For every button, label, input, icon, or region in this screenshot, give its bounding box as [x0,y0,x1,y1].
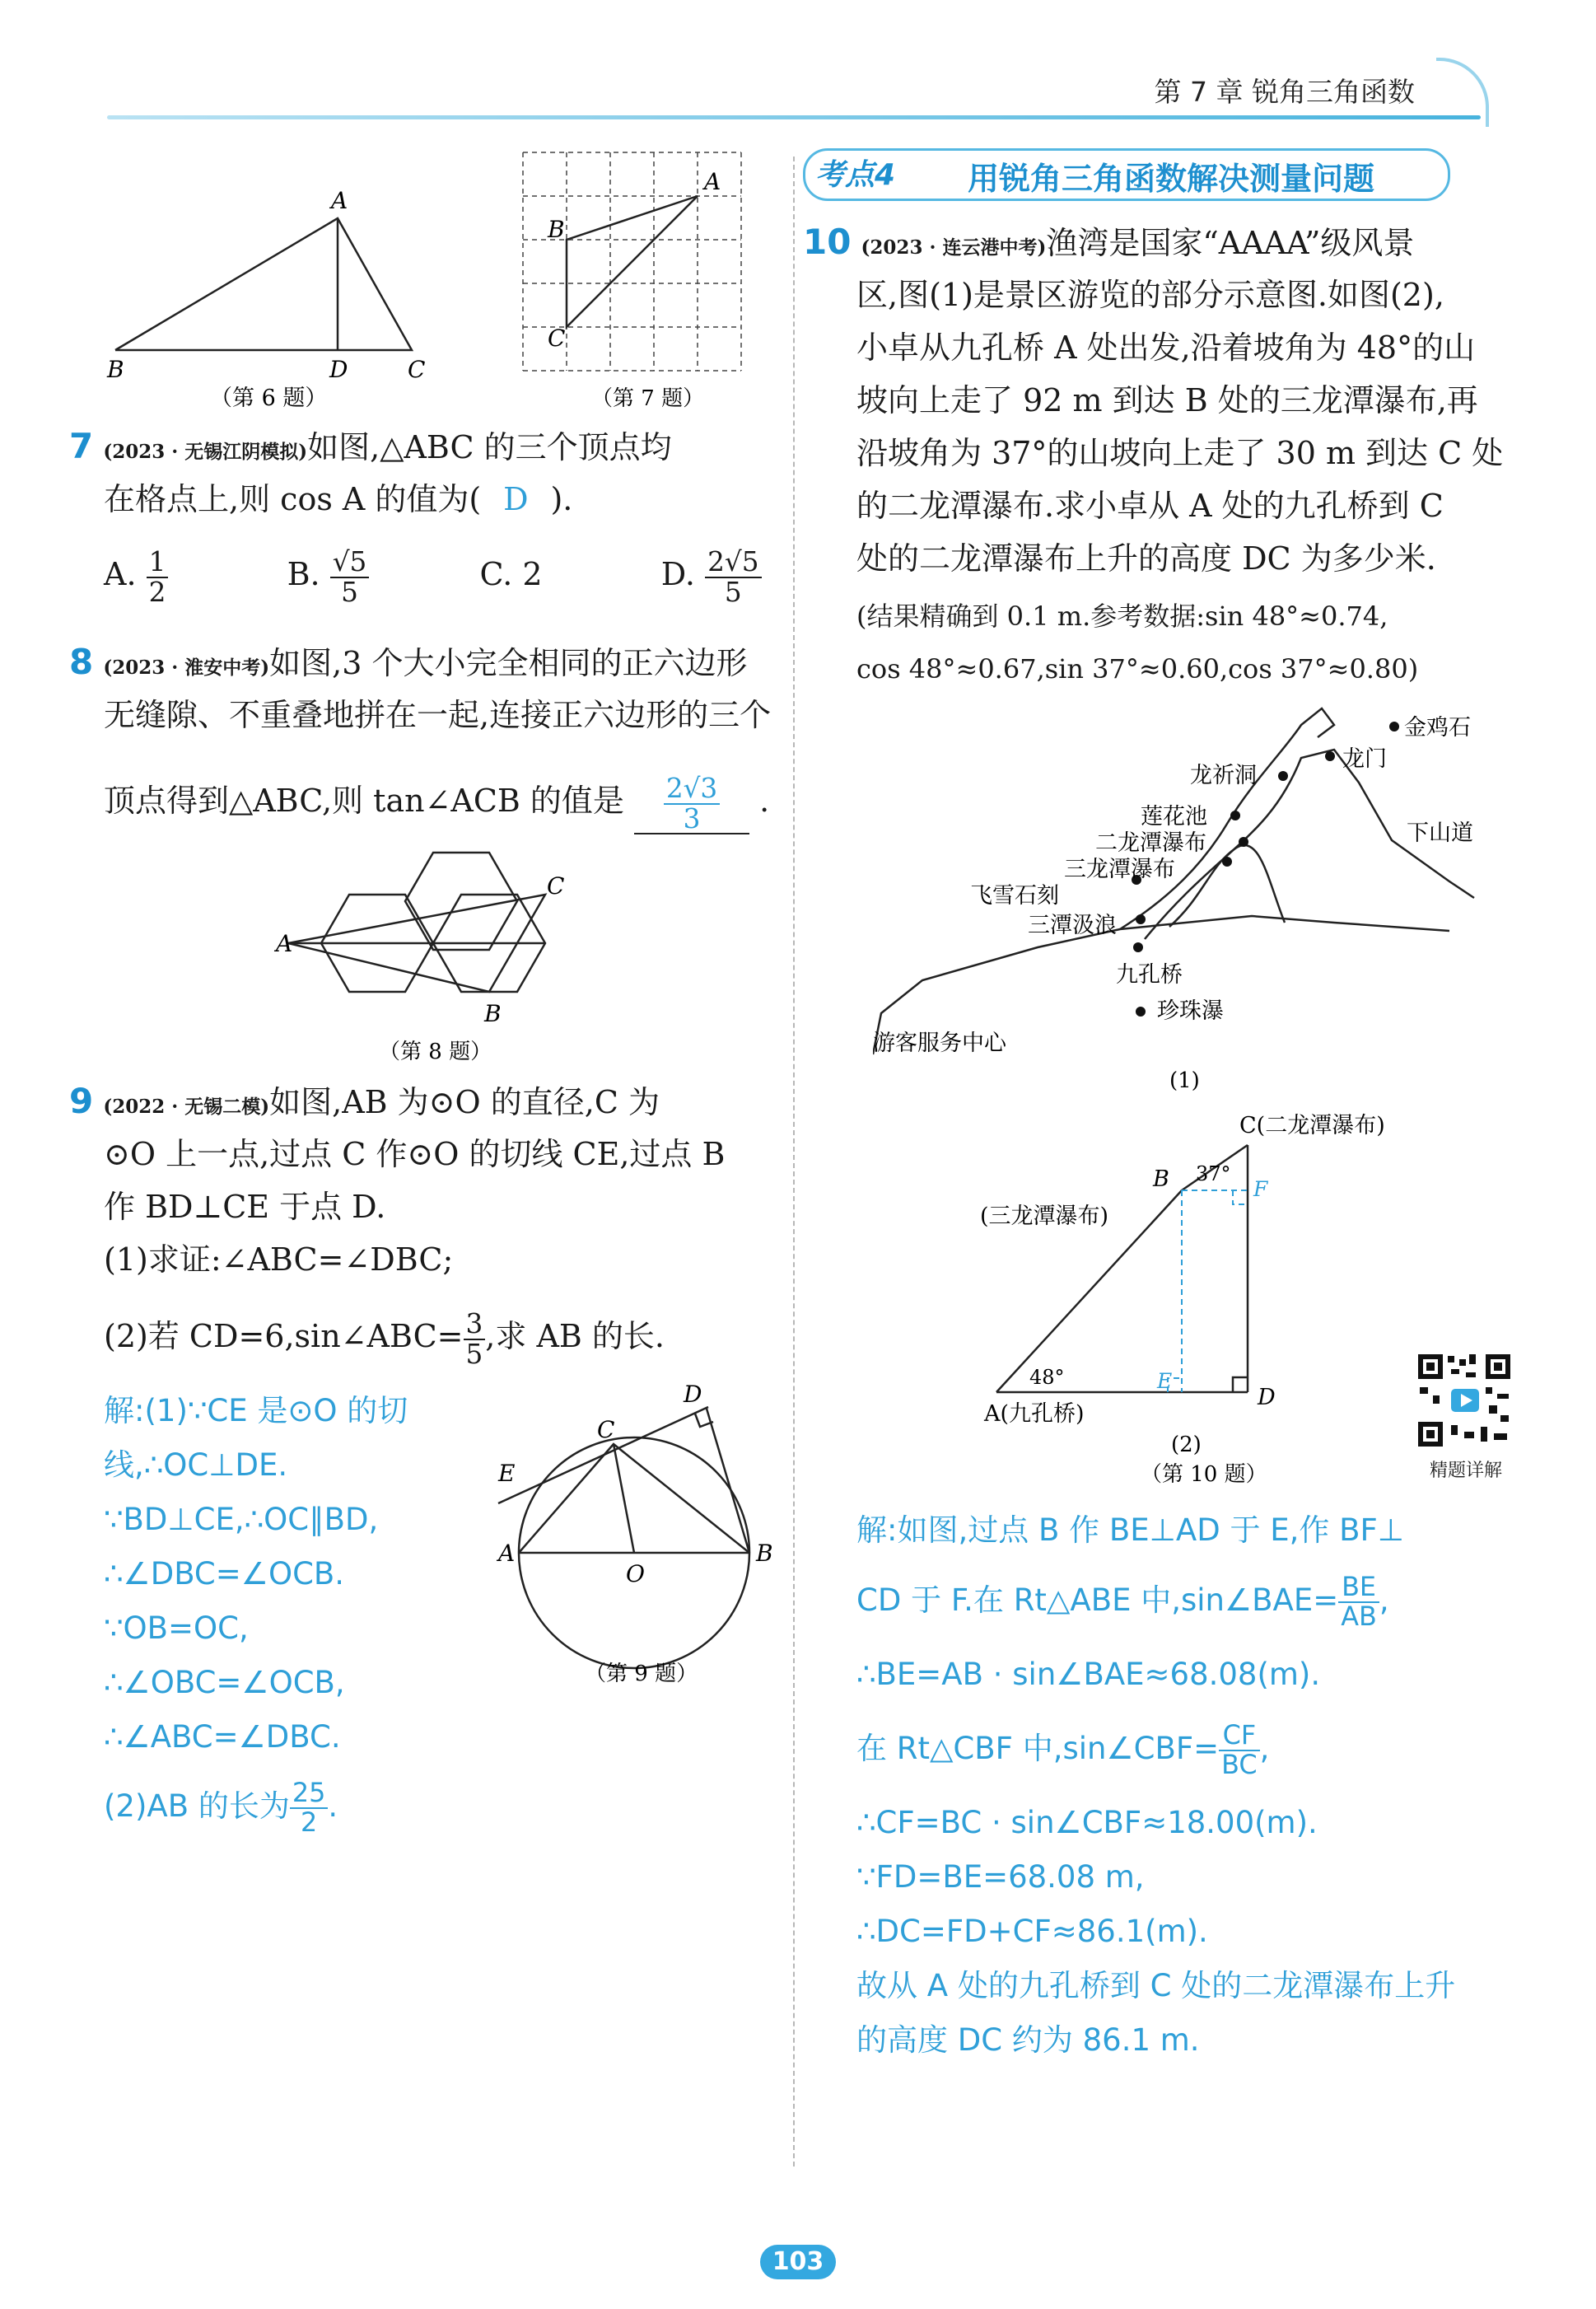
qr-label: 精题详解 [1429,1461,1502,1481]
triangle-acb [519,1444,749,1553]
map-label-jinjishi: 金鸡石 [1404,715,1471,741]
map-label-santanjilang: 三潭汲浪 [1028,913,1117,938]
q7-text2: 在格点上,则 cos A 的值为( [104,481,482,517]
map-label-erlongtan: 二龙潭瀑布 [1095,830,1206,856]
q8-line3 [104,774,769,834]
q10-number: 10 [803,222,852,262]
q10-text-4: 坡向上走了 92 m 到达 B 处的三龙潭瀑布,再 [856,382,1478,418]
q7-option-c: C. 2 [479,556,543,592]
slope-label-37deg: 37° [1196,1162,1231,1185]
figure-7 [519,148,758,412]
label-c: C [548,325,566,352]
figure-10-slope [972,1096,1433,1491]
q8-line2: 无缝隙、不重叠地拼在一起,连接正六边形的三个 [104,697,772,733]
q10-sol-4-end: , [1259,1731,1270,1766]
figure-7-caption: （第 7 题） [591,386,705,411]
slope-label-f: F [1253,1177,1268,1201]
q10-sol-2-text: CD 于 F.在 Rt△ABE 中,sin∠BAE= [856,1582,1339,1618]
q8-answer-blank [634,774,749,834]
q9-sol-4: ∴∠DBC=∠OCB. [104,1556,345,1592]
q7-text3: ). [550,481,573,517]
q9-sol2-num: 25 [290,1779,328,1808]
q10-sol-9: 的高度 DC 约为 86.1 m. [856,2022,1200,2058]
q10-reference-1: (结果精确到 0.1 m.参考数据:sin 48°≈0.74, [856,601,1388,632]
chapter-header: 第 7 章 锐角三角函数 [1154,76,1415,108]
map-caption: (1) [1169,1068,1200,1093]
label-c: C [597,1416,615,1443]
q7-text: 如图,△ABC 的三个顶点均 [307,429,672,465]
q10-sol-2 [856,1573,1389,1630]
q7-option-b: B. $\frac{√5}{5}$ [287,556,370,592]
q9-line1 [69,1075,660,1133]
q10-text-6: 的二龙潭瀑布.求小卓从 A 处的九孔桥到 C [856,488,1444,524]
figure-8 [272,848,585,1079]
q9-sol-2: 线,∴OC⊥DE. [104,1447,288,1483]
slope-label-a: A(九孔桥) [984,1401,1085,1427]
q10-sol-6: ∵FD=BE=68.08 m, [856,1859,1145,1895]
label-a: A [704,168,721,195]
map-label-lianhuachi: 莲花池 [1141,804,1207,830]
q8-answer-den: 3 [683,802,701,834]
label-b: B [484,1000,502,1027]
slope-label-sanlongtan: (三龙潭瀑布) [980,1204,1109,1229]
qr-code[interactable] [1415,1351,1514,1450]
label-c: C [547,872,565,900]
q10-text-7: 处的二龙潭瀑布上升的高度 DC 为多少米. [856,540,1436,577]
figure-9 [494,1384,791,1697]
label-b: B [107,356,124,383]
slope-label-b: B [1153,1166,1169,1192]
q9-sol-5: ∵OB=OC, [104,1610,249,1646]
right-angle-f [1233,1190,1248,1204]
figure-10-caption: （第 10 题） [1141,1462,1267,1487]
q8-answer-num: 2√3 [664,774,720,804]
figure-8-caption: （第 8 题） [379,1040,492,1064]
q10-source: (2023 · 连云港中考) [861,236,1047,259]
q10-sol-5: ∴CF=BC · sin∠CBF≈18.00(m). [856,1805,1318,1840]
hexagon-top [405,853,517,950]
figure-6 [91,181,469,412]
q10-sol-7: ∴DC=FD+CF≈86.1(m). [856,1914,1208,1949]
label-e: E [498,1460,516,1487]
q7-option-d: D. $\frac{2√5}{5}$ [661,556,762,592]
label-d: D [684,1384,702,1408]
slope-caption: (2) [1171,1433,1202,1457]
q9-sol2-end: . [328,1788,338,1824]
q10-sol-4-den: BC [1221,1748,1258,1780]
figure-10-map [873,700,1499,1096]
figure-9-caption: （第 9 题） [585,1662,698,1686]
q10-sol-2-end: , [1379,1582,1389,1618]
q7-line1 [69,420,672,479]
slope-label-d: D [1258,1385,1276,1410]
q9-frac-num: 3 [464,1310,486,1339]
label-o: O [626,1560,645,1587]
q9-sol-3: ∵BD⊥CE,∴OC∥BD, [104,1502,379,1537]
q10-sol-4-num: CF [1219,1722,1259,1750]
map-label-zhenzhupu: 珍珠瀑 [1157,998,1224,1024]
q9-sol-8 [104,1779,338,1836]
label-b: B [548,216,565,243]
q10-reference-2: cos 48°≈0.67,sin 37°≈0.60,cos 37°≈0.80) [856,653,1419,685]
q10-sol-2-den: AB [1341,1600,1377,1632]
radius-oc [614,1444,634,1553]
q9-number: 9 [69,1081,94,1121]
q7-line2 [104,473,572,526]
q10-text-3: 小卓从九孔桥 A 处出发,沿着坡角为 48°的山 [856,330,1476,366]
q10-text-2: 区,图(1)是景区游览的部分示意图.如图(2), [856,277,1444,313]
q9-text: 如图,AB 为⊙O 的直径,C 为 [269,1084,660,1120]
q10-text-5: 沿坡角为 37°的山坡向上走了 30 m 到达 C 处 [856,435,1504,471]
q10-sol-2-num: BE [1338,1573,1379,1602]
map-label-jiukongqiao: 九孔桥 [1116,962,1183,988]
q9-part2-text: (2)若 CD=6,sin∠ABC= [104,1318,464,1354]
q7-number: 7 [69,426,94,466]
header-ornament [1436,58,1489,127]
q9-sol2-text: (2)AB 的长为 [104,1788,290,1824]
q9-sol-1: 解:(1)∵CE 是⊙O 的切 [104,1393,408,1428]
q7-answer: D [503,481,529,517]
map-label-xiashandao: 下山道 [1407,820,1473,846]
q8-text3: 顶点得到△ABC,则 tan∠ACB 的值是 [104,783,624,819]
slope-label-e: E [1157,1369,1173,1393]
label-b: B [756,1540,773,1567]
label-d: D [329,356,348,383]
q9-sol-6: ∴∠OBC=∠OCB, [104,1665,345,1700]
q7-options [104,548,762,606]
map-label-feixueshike: 飞雪石刻 [970,883,1059,909]
q10-sol-4 [856,1719,1270,1780]
q9-line3: 作 BD⊥CE 于点 D. [104,1189,386,1225]
q9-part2-end: ,求 AB 的长. [485,1318,665,1354]
q10-sol-4-text: 在 Rt△CBF 中,sin∠CBF= [856,1731,1220,1766]
q10-sol-3: ∴BE=AB · sin∠BAE≈68.08(m). [856,1657,1321,1692]
triangle-abc [115,218,412,350]
slope-label-c: C(二龙潭瀑布) [1239,1113,1385,1138]
label-a: A [331,187,348,214]
q10-line1 [803,216,1414,274]
segment-bd [707,1409,749,1553]
section-title: 用锐角三角函数解决测量问题 [968,161,1375,197]
label-a: A [276,930,293,957]
right-angle-d [1233,1377,1248,1392]
map-label-youkefuwu: 游客服务中心 [873,1031,1006,1056]
map-label-sanlongtan: 三龙潭瀑布 [1064,857,1175,882]
q8-number: 8 [69,642,94,682]
q7-source: (2023 · 无锡江阴模拟) [103,441,308,463]
q9-part2 [104,1310,665,1368]
column-divider [793,157,795,2166]
label-a: A [498,1540,516,1567]
q9-frac-den: 5 [465,1338,483,1370]
q8-source: (2023 · 淮安中考) [103,657,270,679]
q10-sol-8: 故从 A 处的九孔桥到 C 处的二龙潭瀑布上升 [856,1968,1456,2003]
map-label-longmen: 龙门 [1342,746,1387,772]
q8-text: 如图,3 个大小完全相同的正六边形 [269,645,748,681]
q8-end: . [759,783,770,819]
grid-triangle [567,196,698,327]
q10-text-1: 渔湾是国家“AAAA”级风景 [1046,225,1415,261]
map-label-longqidong: 龙祈洞 [1190,763,1257,788]
q9-sol2-den: 2 [300,1806,318,1838]
label-c: C [408,356,426,383]
q9-sol-7: ∴∠ABC=∠DBC. [104,1719,341,1755]
q8-line1 [69,636,747,694]
q9-source: (2022 · 无锡二模) [103,1096,270,1118]
q7-option-a: A. $\frac{1}{2}$ [104,556,168,592]
q9-line2: ⊙O 上一点,过点 C 作⊙O 的切线 CE,过点 B [104,1136,726,1172]
page-number: 103 [760,2245,836,2279]
q10-sol-1: 解:如图,过点 B 作 BE⊥AD 于 E,作 BF⊥ [856,1512,1405,1548]
q9-part1: (1)求证:∠ABC=∠DBC; [104,1241,454,1278]
header-rule [107,115,1481,119]
slope-label-48deg: 48° [1029,1366,1065,1389]
figure-6-caption: （第 6 题） [210,386,328,411]
section-tag: 考点4 [815,158,896,192]
